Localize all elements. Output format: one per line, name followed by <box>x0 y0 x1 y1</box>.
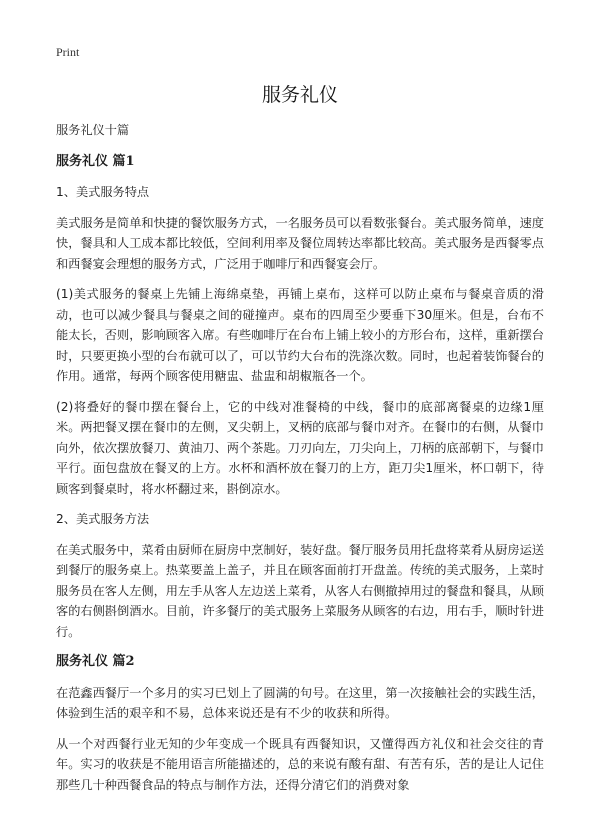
article-body <box>56 120 544 805</box>
section-heading-2: 服务礼仪 篇2 <box>56 654 135 669</box>
paragraph: 在范鑫西餐厅一个多月的实习已划上了圆满的句号。在这里，第一次接触社会的实践生活，体验到生活的艰辛和不易，总体来说还是有不少的收获和所得。 <box>56 685 544 720</box>
section-heading-1: 服务礼仪 篇1 <box>56 153 135 169</box>
paragraph: 从一个对西餐行业无知的少年变成一个既具有西餐知识，又懂得西方礼仪和社会交往的青年。实习的收获是不能用语言所能描述的，总的来说有酸有甜、有苦有乐，苦的是让人记住那些几十种西餐食品的特点与制作方法，还得分清它们的消费对象 <box>56 736 544 792</box>
paragraph: (2)将叠好的餐巾摆在餐台上，它的中线对准餐椅的中线，餐巾的底部离餐桌的边缘1厘米。两把餐叉摆在餐巾的左侧，叉尖朝上，叉柄的底部与餐巾对齐。在餐巾的右侧，从餐巾向外，依次摆放餐刀、黄油刀、两个茶匙。刀刃向左，刀尖向上，刀柄的底部朝下，与餐巾平行。面包盘放在餐叉的上方。水杯和酒杯放在餐刀的上方，距刀尖1厘米，杯口朝下，待顾客到餐桌时，将水杯翻过来，斟倒凉水。 <box>56 399 544 496</box>
item-heading-2: 2、美式服务方法 <box>56 512 150 526</box>
page-title: 服务礼仪 <box>261 84 338 106</box>
print-link[interactable]: Print <box>56 45 80 59</box>
paragraph: 美式服务是简单和快捷的餐饮服务方式，一名服务员可以看数张餐台。美式服务简单，速度快，餐具和人工成本都比较低，空间利用率及餐位周转达率都比较高。美式服务是西餐零点和西餐宴会理想的服务方式，广泛用于咖啡厅和西餐宴会厅。 <box>56 215 544 271</box>
item-heading-1: 1、美式服务特点 <box>56 185 150 199</box>
paragraph: 在美式服务中，菜肴由厨师在厨房中烹制好，装好盘。餐厅服务员用托盘将菜肴从厨房运送到餐厅的服务桌上。热菜要盖上盖子，并且在顾客面前打开盘盖。传统的美式服务，上菜时服务员在客人左侧，用左手从客人左边送上菜肴，从客人右侧撤掉用过的餐盘和餐具，从顾客的右侧斟倒酒水。目前，许多餐厅的美式服务上菜服务从顾客的右边，用右手，顺时针进行。 <box>56 542 544 639</box>
article-subtitle: 服务礼仪十篇 <box>56 123 130 137</box>
paragraph: (1)美式服务的餐桌上先铺上海绵桌垫，再铺上桌布，这样可以防止桌布与餐桌音质的滑动，也可以减少餐具与餐桌之间的碰撞声。桌布的四周至少要垂下30厘米。但是，台布不能太长，否则，影响顾客入席。有些咖啡厅在台布上铺上较小的方形台布，这样，重新摆台时，只要更换小型的台布就可以了，可以节约大台布的洗涤次数。同时，也起着装饰餐台的作用。通常，每两个顾客使用糖盅、盐盅和胡椒瓶各一个。 <box>56 287 544 383</box>
